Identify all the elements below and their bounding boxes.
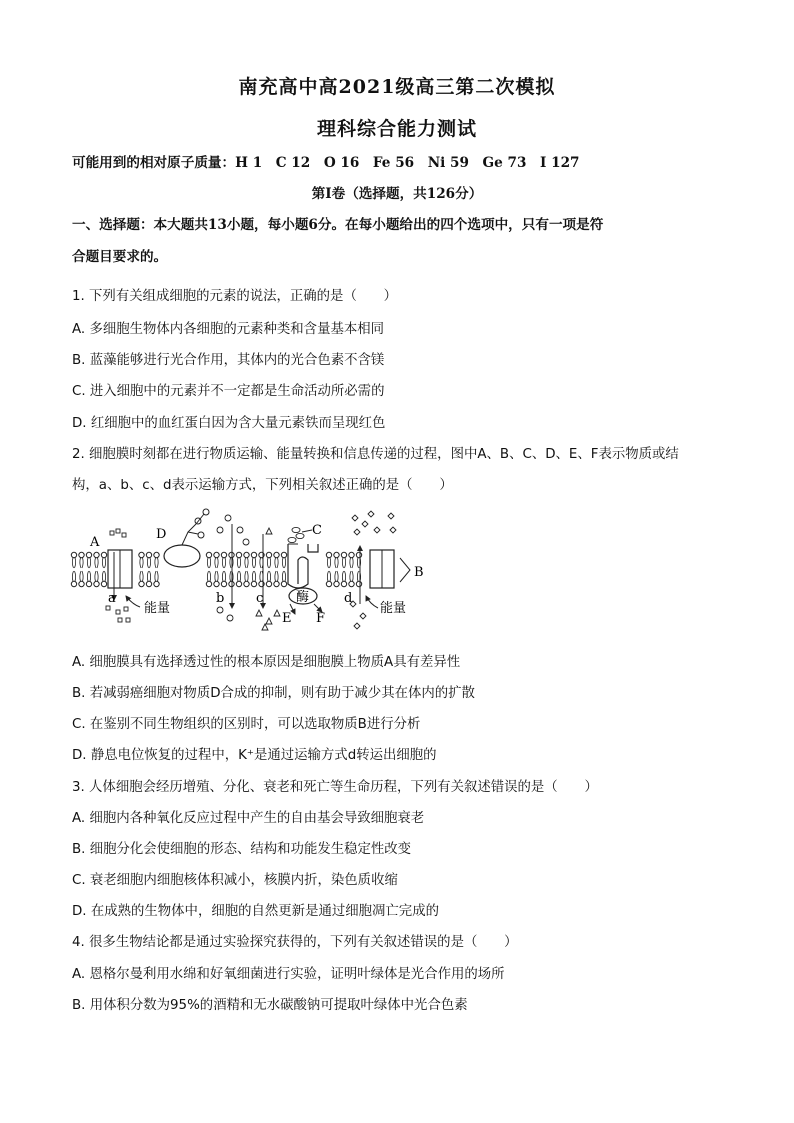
question-1-option-b: B. 蓝藻能够进行光合作用，其体内的光合色素不含镁 (72, 353, 385, 368)
question-4-option-b: B. 用体积分数为95%的酒精和无水碳酸钠可提取叶绿体中光合色素 (72, 998, 468, 1013)
section-title-line1: 一、选择题：本大题共13小题，每小题6分。在每小题给出的四个选项中，只有一项是符 (72, 217, 604, 233)
question-2-stem-line2: 构，a、b、c、d表示运输方式，下列相关叙述正确的是（ ） (72, 478, 453, 493)
question-3-option-b: B. 细胞分化会使细胞的形态、结构和功能发生稳定性改变 (72, 842, 412, 857)
label-F: F (316, 611, 326, 626)
exam-title: 南充高中高2021级高三第二次模拟 (238, 76, 556, 98)
section-title-line2: 合题目要求的。 (72, 249, 168, 265)
question-4-stem: 4. 很多生物结论都是通过实验探究获得的，下列有关叙述错误的是（ ） (72, 935, 518, 950)
question-1-option-c: C. 进入细胞中的元素并不一定都是生命活动所必需的 (72, 384, 385, 399)
label-a: a (108, 591, 116, 606)
question-3-option-a: A. 细胞内各种氧化反应过程中产生的自由基会导致细胞衰老 (72, 811, 425, 826)
label-A: A (90, 535, 100, 550)
label-c: c (256, 591, 264, 606)
label-B: B (414, 565, 424, 580)
label-energy-1: 能量 (144, 601, 171, 616)
question-3-stem: 3. 人体细胞会经历增殖、分化、衰老和死亡等生命历程，下列有关叙述错误的是（ ） (72, 780, 598, 795)
question-4-option-a: A. 恩格尔曼利用水绵和好氧细菌进行实验，证明叶绿体是光合作用的场所 (72, 967, 505, 982)
label-E: E (282, 611, 292, 626)
label-D: D (156, 527, 167, 542)
label-enzyme: 酶 (296, 590, 310, 605)
question-2-option-d: D. 静息电位恢复的过程中，K⁺是通过运输方式d转运出细胞的 (72, 748, 437, 763)
exam-subtitle: 理科综合能力测试 (316, 118, 477, 140)
atomic-mass-line: 可能用到的相对原子质量：H 1 C 12 O 16 Fe 56 Ni 59 Ge 73 I 127 (72, 155, 580, 171)
label-d: d (344, 591, 353, 606)
question-2-option-a: A. 细胞膜具有选择透过性的根本原因是细胞膜上物质A具有差异性 (72, 655, 461, 670)
cell-membrane-figure (70, 504, 440, 643)
label-b: b (216, 591, 225, 606)
question-1-option-d: D. 红细胞中的血红蛋白因为含大量元素铁而呈现红色 (72, 416, 386, 431)
label-energy-2: 能量 (380, 601, 407, 616)
question-1-stem: 1. 下列有关组成细胞的元素的说法，正确的是（ ） (72, 289, 398, 304)
question-1-option-a: A. 多细胞生物体内各细胞的元素种类和含量基本相同 (72, 322, 385, 337)
volume-title: 第Ⅰ卷（选择题，共126分） (311, 186, 483, 202)
question-2-stem-line1: 2. 细胞膜时刻都在进行物质运输、能量转换和信息传递的过程，图中A、B、C、D、E、F表示物质或结 (72, 447, 679, 462)
question-3-option-d: D. 在成熟的生物体中，细胞的自然更新是通过细胞凋亡完成的 (72, 904, 439, 919)
question-2-option-b: B. 若减弱癌细胞对物质D合成的抑制，则有助于减少其在体内的扩散 (72, 686, 475, 701)
question-2-option-c: C. 在鉴别不同生物组织的区别时，可以选取物质B进行分析 (72, 717, 421, 732)
question-3-option-c: C. 衰老细胞内细胞核体积减小，核膜内折，染色质收缩 (72, 873, 398, 888)
label-C: C (312, 523, 322, 538)
